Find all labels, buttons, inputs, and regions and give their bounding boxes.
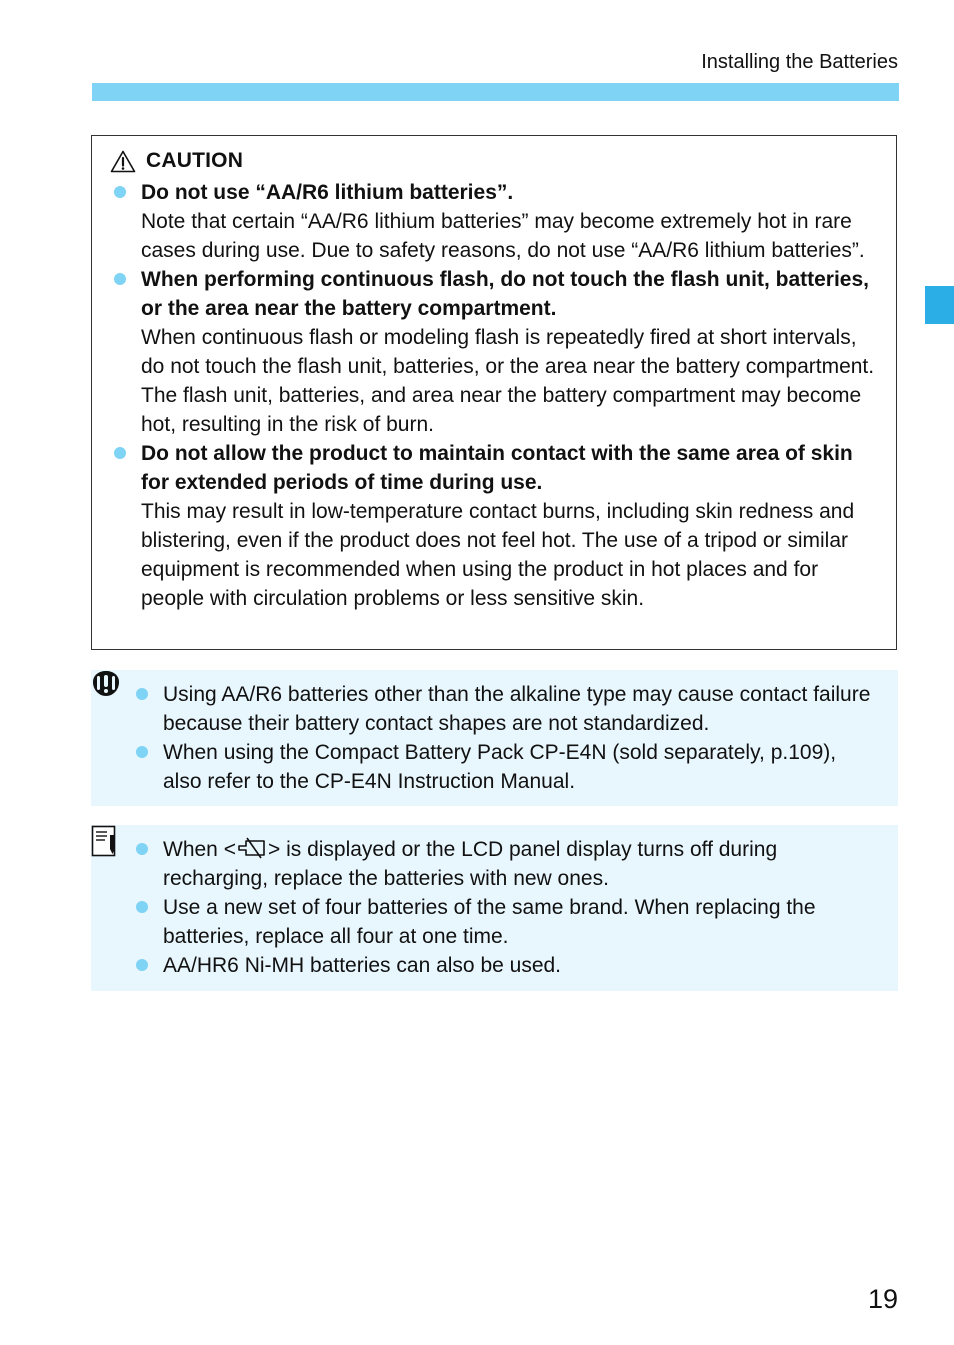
memo-note-box [91, 825, 898, 991]
note-item-text: Use a new set of four batteries of the same brand. When replacing the batteries, replace all four at one time. [163, 896, 816, 948]
caution-box [91, 135, 897, 650]
note-item [91, 951, 898, 980]
bullet-dot-icon [136, 746, 148, 758]
caution-item-body: When continuous flash or modeling flash is repeatedly fired at short intervals, do not touch the flash unit, batteries, or the area near the battery compartment. The flash unit, batteries, and area near the battery compartment may become hot, resulting in the risk of burn. [141, 326, 875, 436]
caution-title: CAUTION [146, 149, 244, 172]
caution-item-heading: Do not allow the product to maintain contact with the same area of skin for extended periods of time during use. [141, 442, 853, 494]
note-item-text: When using the Compact Battery Pack CP-E4N (sold separately, p.109), also refer to the CP-E4N Instruction Manual. [163, 741, 837, 793]
note-item-text: AA/HR6 Ni-MH batteries can also be used. [163, 954, 562, 977]
note-item [91, 680, 898, 738]
bullet-dot-icon [136, 843, 148, 855]
bullet-dot-icon [136, 901, 148, 913]
note-item [91, 835, 898, 893]
bullet-dot-icon [114, 273, 126, 285]
caution-item-body: This may result in low-temperature contact burns, including skin redness and blistering, even if the product does not feel hot. The use of a tripod or similar equipment is recommended when using the product in hot places and for people with circulation problems or less sensitive skin. [141, 500, 855, 610]
bullet-dot-icon [136, 688, 148, 700]
caution-item [92, 178, 896, 265]
header-color-bar [92, 83, 899, 101]
bullet-dot-icon [114, 186, 126, 198]
memo-note-list [91, 835, 898, 980]
caution-list [92, 178, 896, 613]
bullet-dot-icon [114, 447, 126, 459]
note-item-text: Using AA/R6 batteries other than the alkaline type may cause contact failure because their battery contact shapes are not standardized. [163, 683, 871, 735]
caution-item-heading: Do not use “AA/R6 lithium batteries”. [141, 181, 514, 204]
caution-item [92, 439, 896, 613]
warning-note-list [91, 680, 898, 796]
caution-item-heading: When performing continuous flash, do not touch the flash unit, batteries, or the area near the battery compartment. [141, 268, 869, 320]
chapter-side-tab [925, 286, 954, 324]
note-item-text-prefix: When < [163, 838, 236, 861]
bullet-dot-icon [136, 959, 148, 971]
note-item [91, 893, 898, 951]
note-item-text-suffix: > is displayed or the LCD panel display turns off during recharging, replace the batteries with new ones. [163, 838, 778, 890]
no-charge-flash-icon [237, 837, 267, 859]
note-item [91, 738, 898, 796]
page-header-title: Installing the Batteries [701, 51, 898, 73]
caution-item-body: Note that certain “AA/R6 lithium batteries” may become extremely hot in rare cases during use. Due to safety reasons, do not use “AA/R6 lithium batteries”. [141, 210, 865, 262]
caution-item [92, 265, 896, 439]
page-number: 19 [867, 1284, 898, 1314]
warning-note-box [91, 670, 898, 806]
caution-header [110, 146, 243, 176]
warning-triangle-icon [110, 150, 136, 173]
